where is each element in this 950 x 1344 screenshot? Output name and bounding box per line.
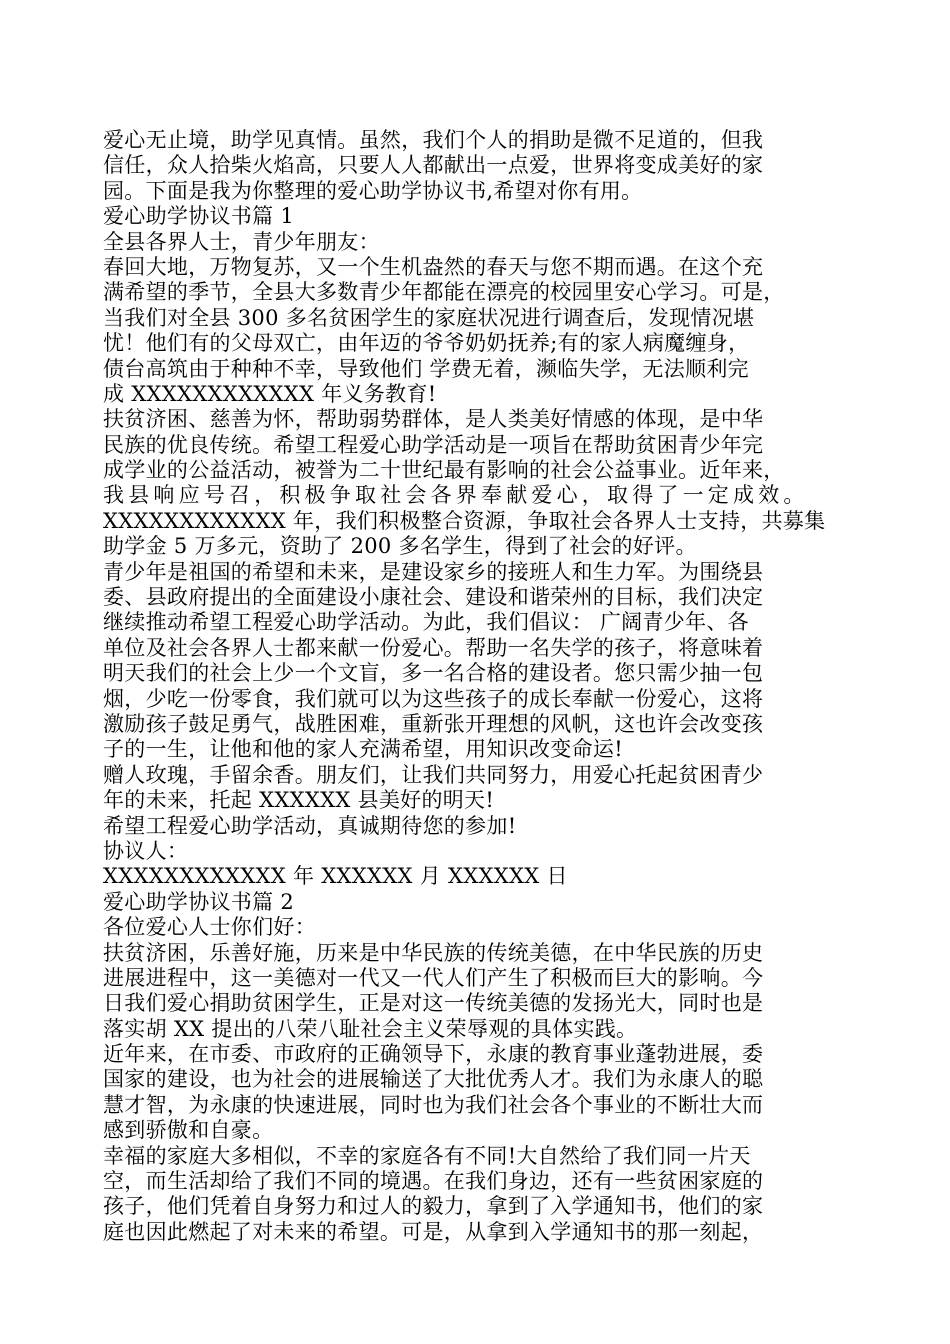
text-line: 春回大地，万物复苏，又一个生机盎然的春天与您不期而遇。在这个充 — [103, 254, 764, 279]
text-line: 委、县政府提出的全面建设小康社会、建设和谐荣州的目标，我们决定 — [103, 585, 764, 610]
text-line: 满希望的季节，全县大多数青少年都能在漂亮的校园里安心学习。可是， — [103, 280, 785, 305]
text-line: 青少年是祖国的希望和未来，是建设家乡的接班人和生力军。为围绕县 — [103, 559, 764, 584]
text-line: 激励孩子鼓足勇气，战胜困难，重新张开理想的风帆，这也许会改变孩 — [103, 711, 764, 736]
text-line: 债台高筑由于种种不幸，导致他们 学费无着，濒临失学，无法顺利完 — [103, 356, 749, 381]
text-line: 成 XXXXXXXXXXXX 年义务教育! — [103, 381, 437, 406]
text-line: 烟，少吃一份零食，我们就可以为这些孩子的成长奉献一份爱心，这将 — [103, 686, 764, 711]
text-line: 进展进程中，这一美德对一代又一代人们产生了积极而巨大的影响。今 — [103, 965, 764, 990]
text-line: 年的未来，托起 XXXXXX 县美好的明天! — [103, 788, 495, 813]
text-line: 信任，众人拾柴火焰高，只要人人都献出一点爱，世界将变成美好的家 — [103, 153, 764, 178]
text-line: 赠人玫瑰，手留余香。朋友们，让我们共同努力，用爱心托起贫困青少 — [103, 762, 764, 787]
text-line: 忧！他们有的父母双亡，由年迈的爷爷奶奶抚养;有的家人病魔缠身， — [103, 331, 750, 356]
text-line: 孩子，他们凭着自身努力和过人的毅力，拿到了入学通知书，他们的家 — [103, 1194, 764, 1219]
text-line: 日我们爱心捐助贫困学生，正是对这一传统美德的发扬光大，同时也是 — [103, 991, 764, 1016]
text-line: 民族的优良传统。希望工程爱心助学活动是一项旨在帮助贫困青少年完 — [103, 432, 764, 457]
text-line: 继续推动希望工程爱心助学活动。为此，我们倡议： 广阔青少年、各 — [103, 610, 749, 635]
text-line: 国家的建设，也为社会的进展输送了大批优秀人才。我们为永康人的聪 — [103, 1067, 764, 1092]
text-line: 各位爱心人士你们好： — [103, 915, 316, 940]
text-line: 近年来，在市委、市政府的正确领导下，永康的教育事业蓬勃进展，委 — [103, 1042, 764, 1067]
text-line: 落实胡 XX 提出的八荣八耻社会主义荣辱观的具体实践。 — [103, 1016, 638, 1041]
text-line: 慧才智，为永康的快速进展，同时也为我们社会各个事业的不断壮大而 — [103, 1092, 764, 1117]
text-line: 扶贫济困，乐善好施，历来是中华民族的传统美德，在中华民族的历史 — [103, 940, 764, 965]
date-line: XXXXXXXXXXXX 年 XXXXXX 月 XXXXXX 日 — [103, 864, 568, 889]
text-line: 扶贫济困、慈善为怀，帮助弱势群体，是人类美好情感的体现，是中华 — [103, 407, 764, 432]
text-line: 我县响应号召，积极争取社会各界奉献爱心，取得了一定成效。 — [103, 483, 809, 508]
text-line: 爱心无止境，助学见真情。虽然，我们个人的捐助是微不足道的，但我 — [103, 128, 764, 152]
text-line: 园。下面是我为你整理的爱心助学协议书,希望对你有用。 — [103, 178, 643, 203]
text-line: 全县各界人士，青少年朋友： — [103, 229, 380, 254]
text-line: 当我们对全县 300 多名贫困学生的家庭状况进行调查后，发现情况堪 — [103, 305, 755, 330]
text-line: 协议人： — [103, 838, 189, 863]
text-line: 感到骄傲和自豪。 — [103, 1118, 274, 1143]
text-line: 助学金 5 万多元，资助了 200 多名学生，得到了社会的好评。 — [103, 534, 697, 559]
text-line: 明天我们的社会上少一个文盲，多一名合格的建设者。您只需少抽一包 — [103, 661, 764, 686]
text-line: 幸福的家庭大多相似，不幸的家庭各有不同!大自然给了我们同一片天 — [103, 1143, 751, 1168]
text-line: 希望工程爱心助学活动，真诚期待您的参加! — [103, 813, 517, 838]
text-line: 空，而生活却给了我们不同的境遇。在我们身边，还有一些贫困家庭的 — [103, 1169, 764, 1194]
section-heading: 爱心助学协议书篇 2 — [103, 889, 295, 914]
text-line: XXXXXXXXXXXX 年，我们积极整合资源，争取社会各界人士支持，共募集 — [103, 508, 826, 533]
document-body — [103, 128, 853, 1245]
text-line: 庭也因此燃起了对未来的希望。可是，从拿到入学通知书的那一刻起， — [103, 1219, 764, 1244]
text-line: 子的一生，让他和他的家人充满希望，用知识改变命运! — [103, 737, 623, 762]
text-line: 单位及社会各界人士都来献一份爱心。帮助一名失学的孩子，将意味着 — [103, 635, 764, 660]
section-heading: 爱心助学协议书篇 1 — [103, 204, 295, 229]
text-line: 成学业的公益活动，被誉为二十世纪最有影响的社会公益事业。近年来， — [103, 458, 785, 483]
